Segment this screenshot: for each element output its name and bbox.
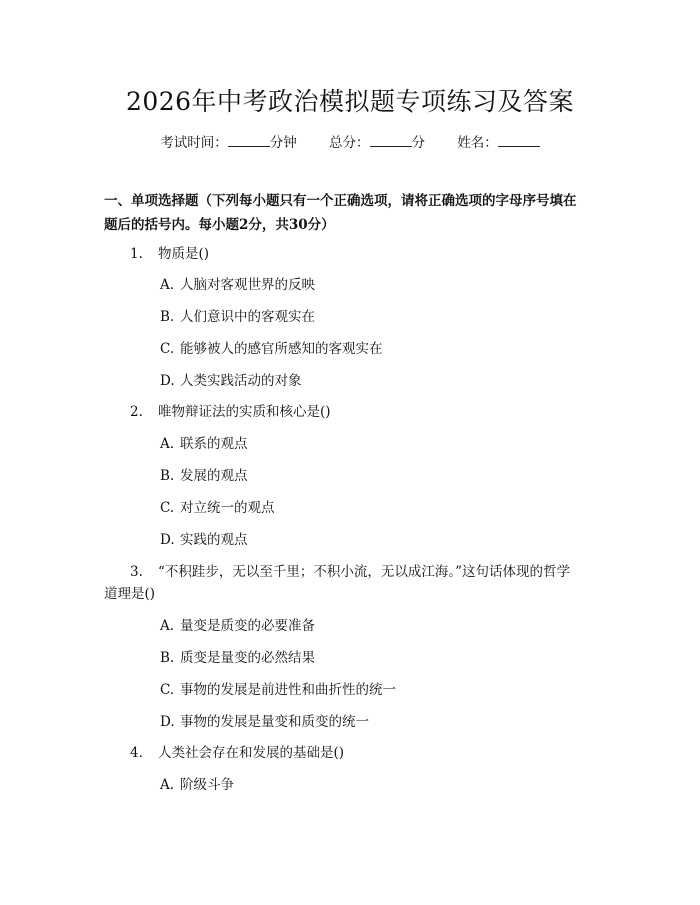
option-text: 量变是质变的必要准备: [180, 618, 315, 634]
option-3b: [160, 646, 315, 670]
exam-time-label: 考试时间：: [160, 135, 228, 151]
question-2: [130, 400, 600, 424]
option-2c: [160, 496, 275, 520]
option-3a: [160, 614, 315, 638]
question-text: 唯物辩证法的实质和核心是(): [158, 404, 331, 420]
option-text: 事物的发展是前进性和曲折性的统一: [180, 682, 396, 698]
question-3-continuation: [104, 582, 574, 606]
question-4: [130, 741, 600, 765]
question-text: 物质是(): [158, 246, 210, 262]
option-1b: [160, 305, 315, 329]
option-text: 阶级斗争: [180, 777, 234, 793]
question-number: 4.: [130, 745, 143, 761]
option-text: 联系的观点: [180, 436, 248, 452]
total-score-label: 总分：: [329, 135, 370, 151]
name-label: 姓名：: [457, 135, 498, 151]
option-letter: D.: [160, 714, 175, 730]
option-letter: D.: [160, 373, 175, 389]
option-letter: A.: [160, 777, 175, 793]
option-letter: B.: [160, 309, 175, 325]
option-3c: [160, 678, 396, 702]
option-text: 事物的发展是量变和质变的统一: [180, 714, 369, 730]
total-score-unit: 分: [411, 135, 425, 151]
option-letter: B.: [160, 650, 175, 666]
question-text-line2: 道理是(): [104, 586, 156, 602]
name-blank: [498, 136, 540, 147]
section-heading-line1: 一、单项选择题（下列每小题只有一个正确选项，请将正确选项的字母序号填在: [104, 193, 577, 209]
option-2b: [160, 464, 248, 488]
option-text: 实践的观点: [180, 532, 248, 548]
question-3: [130, 560, 600, 584]
option-3d: [160, 710, 369, 734]
option-letter: C.: [160, 341, 175, 357]
option-text: 对立统一的观点: [180, 500, 275, 516]
option-text: 人脑对客观世界的反映: [180, 277, 315, 293]
question-number: 2.: [130, 404, 143, 420]
question-text-line1: “不积跬步，无以至千里；不积小流，无以成江海。”这句话体现的哲学: [158, 564, 571, 580]
option-text: 发展的观点: [180, 468, 248, 484]
exam-info-line: [0, 131, 700, 151]
question-text: 人类社会存在和发展的基础是(): [158, 745, 345, 761]
exam-time-unit: 分钟: [269, 135, 297, 151]
option-1a: [160, 273, 315, 297]
option-text: 能够被人的感官所感知的客观实在: [180, 341, 383, 357]
option-text: 质变是量变的必然结果: [180, 650, 315, 666]
section-heading-line2: 题后的括号内。每小题2分，共30分）: [104, 217, 335, 233]
option-2d: [160, 528, 248, 552]
option-letter: A.: [160, 436, 175, 452]
total-score-field: [329, 135, 425, 151]
option-letter: C.: [160, 500, 175, 516]
option-letter: D.: [160, 532, 175, 548]
question-number: 3.: [130, 564, 143, 580]
option-letter: C.: [160, 682, 175, 698]
option-letter: B.: [160, 468, 175, 484]
question-number: 1.: [130, 246, 143, 262]
option-1c: [160, 337, 383, 361]
section-heading: [104, 189, 604, 237]
question-1: [130, 242, 600, 266]
option-text: 人们意识中的客观实在: [180, 309, 315, 325]
exam-time-field: [160, 135, 297, 151]
option-4a: [160, 773, 234, 797]
page-title: 2026年中考政治模拟题专项练习及答案: [125, 87, 575, 116]
option-text: 人类实践活动的对象: [180, 373, 302, 389]
option-letter: A.: [160, 618, 175, 634]
name-field: [457, 135, 540, 151]
option-1d: [160, 369, 302, 393]
exam-time-blank: [228, 136, 270, 147]
option-letter: A.: [160, 277, 175, 293]
total-score-blank: [370, 136, 412, 147]
option-2a: [160, 432, 248, 456]
